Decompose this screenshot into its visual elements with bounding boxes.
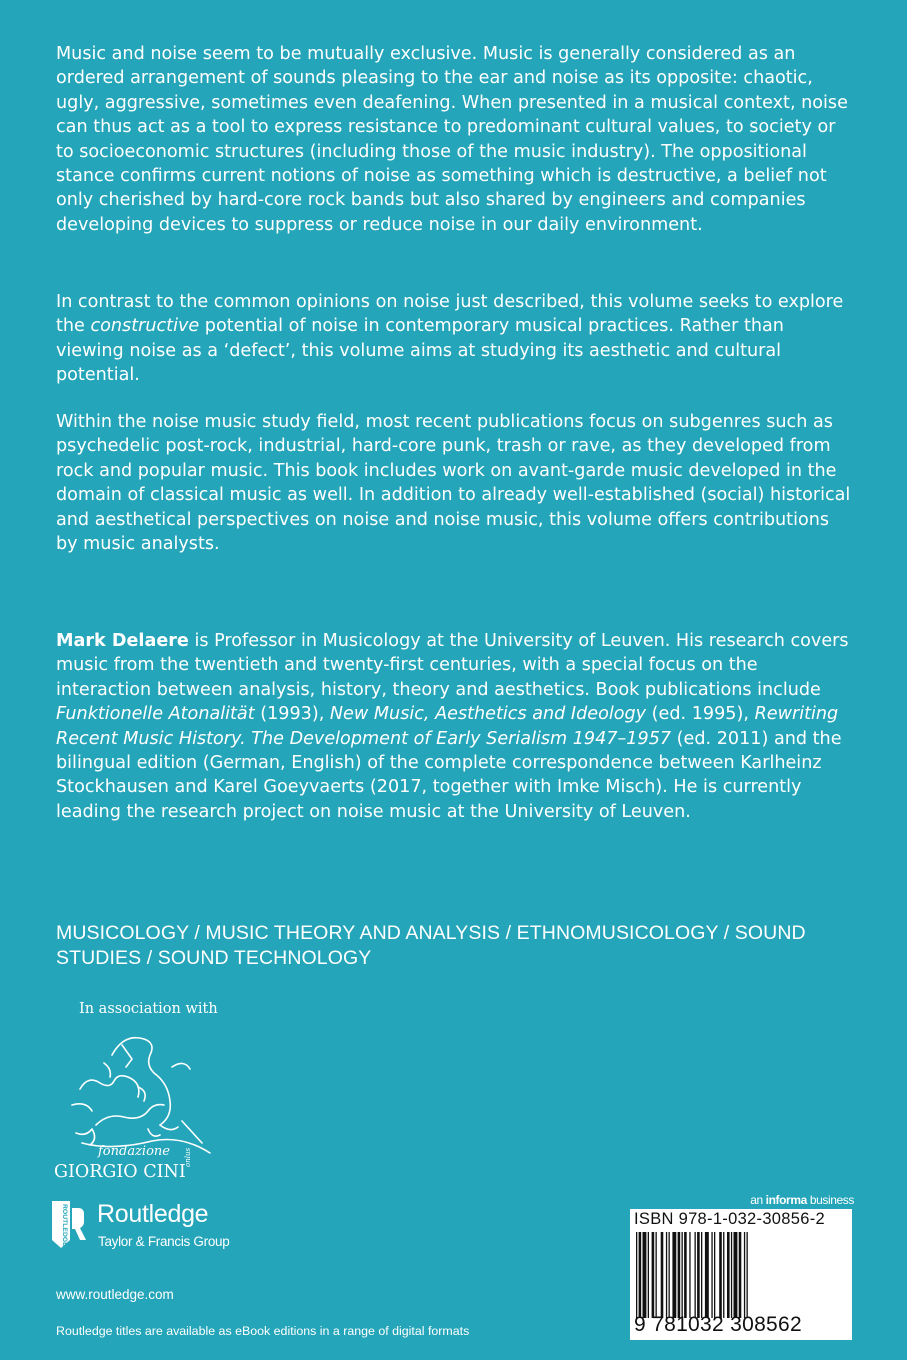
barcode-bar bbox=[747, 1232, 748, 1318]
author-name: Mark Delaere bbox=[56, 631, 189, 651]
cini-logo-text-2: GIORGIO CINI bbox=[54, 1162, 186, 1181]
barcode-bar bbox=[636, 1232, 637, 1318]
informa-brand: informa bbox=[765, 1193, 807, 1207]
informa-prefix: an bbox=[750, 1193, 766, 1207]
routledge-name: Routledge bbox=[97, 1200, 209, 1228]
bio-text-4: (ed. 2011) and the bilingual edition (German, English) of the complete correspondence between Karlheinz Stockhausen and Karel Goeyvaerts (2017, together with Imke Misch). He is currently leading the research project on noise music at the University of Leuven. bbox=[56, 728, 842, 822]
barcode-bar bbox=[739, 1232, 742, 1318]
routledge-logo-icon bbox=[50, 1198, 90, 1256]
barcode-bar bbox=[744, 1232, 745, 1318]
barcode-bar bbox=[701, 1232, 702, 1318]
blurb-paragraph-3: Within the noise music study field, most recent publications focus on subgenres such as psychedelic post-rock, industrial, hard-core punk, trash or rave, as they developed from rock and popular music. This book includes work on avant-garde music developed in the domain of classical music as well. In addition to already well-established (social) historical and aesthetical perspectives on noise and noise music, this volume offers contributions by music analysts. bbox=[56, 412, 851, 555]
barcode-digits: 9 781032 308562 bbox=[634, 1313, 802, 1336]
barcode-bar bbox=[731, 1232, 732, 1318]
barcode-bars bbox=[634, 1232, 848, 1318]
barcode-bar bbox=[682, 1232, 683, 1318]
barcode-bar bbox=[639, 1232, 642, 1318]
isbn-label: ISBN 978-1-032-30856-2 bbox=[634, 1210, 825, 1228]
barcode-bar bbox=[714, 1232, 715, 1318]
blurb-paragraph-2 bbox=[56, 290, 856, 388]
barcode-bar bbox=[672, 1232, 676, 1318]
barcode-bar bbox=[678, 1232, 681, 1318]
barcode-bar bbox=[719, 1232, 722, 1318]
barcode-bar bbox=[727, 1232, 730, 1318]
barcode-bar bbox=[697, 1232, 700, 1318]
barcode-bar bbox=[652, 1232, 655, 1318]
barcode-bar bbox=[689, 1232, 690, 1318]
bio-text-2: (1993), bbox=[254, 704, 330, 725]
barcode-bar bbox=[666, 1232, 667, 1318]
barcode-bar bbox=[723, 1232, 724, 1318]
bio-title-3: Rewriting Recent Music History. The Development of Early Serialism 1947–1957 bbox=[56, 704, 839, 749]
p2-text-after: potential of noise in contemporary musical practices. Rather than viewing noise as a ‘defect’, this volume aims at studying its aesthetic and cultural potential. bbox=[56, 316, 784, 386]
blurb-paragraph-1: Music and noise seem to be mutually exclusive. Music is generally considered as an ordered arrangement of sounds pleasing to the ear and noise as its opposite: chaotic, ugly, aggressive, sometimes even deafening. When presented in a musical context, noise can thus act as a tool to express resistance to predominant cultural values, to society or to socioeconomic structures (including those of the music industry). The oppositional stance confirms current notions of noise as something which is destructive, a belief not only cherished by hard-core rock bands but also shared by engineers and companies developing devices to suppress or reduce noise in our daily environment. bbox=[56, 44, 848, 235]
barcode-bar bbox=[669, 1232, 670, 1318]
barcode-bar bbox=[656, 1232, 657, 1318]
barcode-bar bbox=[684, 1232, 687, 1318]
barcode-bar bbox=[643, 1232, 647, 1318]
giorgio-cini-logo bbox=[52, 1025, 218, 1181]
author-bio bbox=[56, 629, 856, 824]
cini-logo-text-1: fondazione bbox=[98, 1144, 170, 1159]
routledge-side-text: ROUTLEDGE bbox=[61, 1204, 68, 1247]
association-label: In association with bbox=[79, 1001, 218, 1017]
barcode-bar bbox=[734, 1232, 738, 1318]
barcode-bar bbox=[648, 1232, 649, 1318]
barcode-bar bbox=[711, 1232, 712, 1318]
publisher-url: www.routledge.com bbox=[56, 1287, 174, 1302]
cini-logo-text-small: onlus bbox=[184, 1147, 192, 1167]
informa-suffix: business bbox=[806, 1193, 854, 1207]
ebook-note: Routledge titles are available as eBook editions in a range of digital formats bbox=[56, 1324, 470, 1338]
routledge-group: Taylor & Francis Group bbox=[98, 1234, 230, 1249]
barcode-bar bbox=[695, 1232, 696, 1318]
bio-title-1: Funktionelle Atonalität bbox=[56, 704, 255, 725]
p2-italic-word: constructive bbox=[90, 316, 200, 337]
p2-text-before: In contrast to the common opinions on noise just described, this volume seeks to explore the bbox=[56, 292, 844, 337]
bio-text-1: is Professor in Musicology at the University of Leuven. His research covers music from the twentieth and twenty-first centuries, with a special focus on the interaction between analysis, history, theory and aesthetics. Book publications include bbox=[56, 631, 849, 700]
barcode-bar bbox=[705, 1232, 709, 1318]
informa-tagline bbox=[750, 1193, 854, 1207]
isbn-barcode bbox=[630, 1209, 852, 1340]
subject-categories: MUSICOLOGY / MUSIC THEORY AND ANALYSIS / ETHNOMUSICOLOGY / SOUND STUDIES / SOUND TECHNOLOGY bbox=[56, 922, 806, 969]
bio-text-3: (ed. 1995), bbox=[646, 704, 755, 725]
barcode-bar bbox=[661, 1232, 664, 1318]
bio-title-2: New Music, Aesthetics and Ideology bbox=[329, 704, 647, 725]
